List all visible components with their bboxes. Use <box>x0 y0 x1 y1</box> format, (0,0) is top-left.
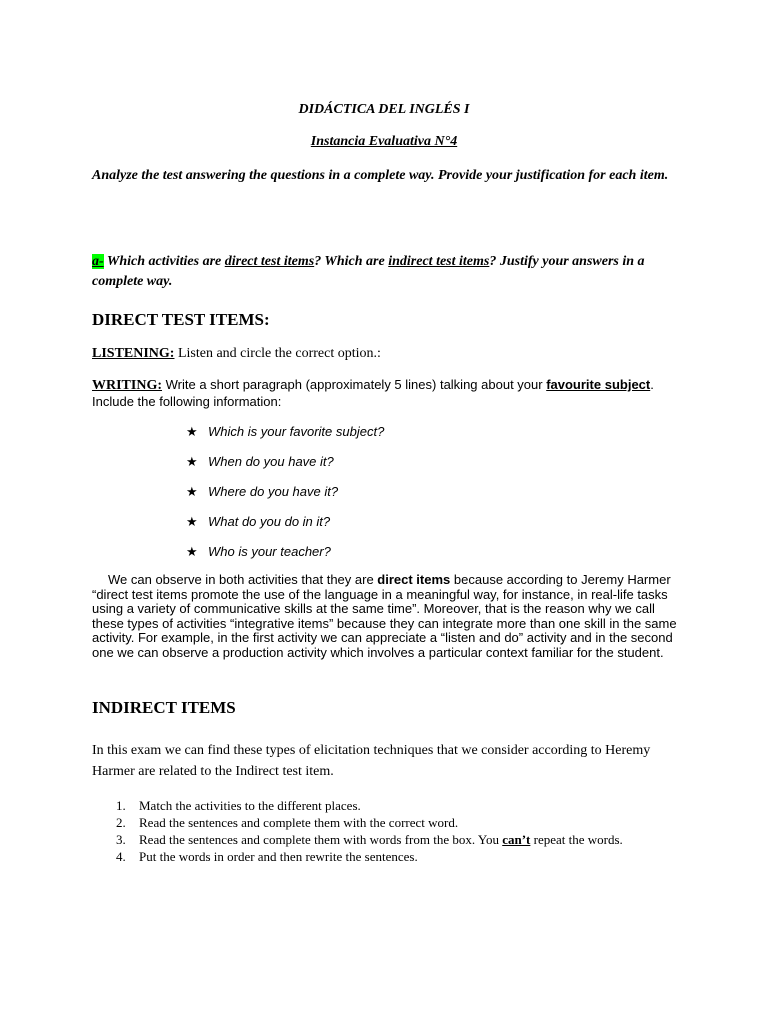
direct-items-paragraph <box>92 573 688 661</box>
bullet-text: What do you do in it? <box>208 514 331 529</box>
list-number: 1. <box>116 798 126 813</box>
list-text: Read the sentences and complete them with the correct word. <box>139 815 459 830</box>
question-direct-term: direct test items <box>224 254 315 269</box>
listening-text: Listen and circle the correct option.: <box>174 346 381 361</box>
bullet-item <box>186 424 384 440</box>
writing-activity <box>92 377 682 410</box>
list-bold-term: can’t <box>502 832 531 847</box>
document-title: DIDÁCTICA DEL INGLÉS I <box>298 102 470 117</box>
document-subtitle: Instancia Evaluativa N°4 <box>310 134 458 149</box>
instruction-text: Analyze the test answering the questions in a complete way. Provide your justification for each item. <box>92 168 669 183</box>
bullet-item <box>186 454 334 470</box>
list-number: 2. <box>116 815 126 830</box>
star-icon: ★ <box>186 484 198 499</box>
question-indirect-term: indirect test items <box>388 254 490 269</box>
writing-bold-term: favourite subject <box>546 377 651 392</box>
list-item <box>92 848 692 865</box>
paragraph-part-2: because according to Jeremy Harmer “direct test items promote the use of the language in a meaningful way, for instance, in real-life tasks using a variety of communicative skills at the same time”. Moreover, that is the reason why we call these types of activities “integrative items” because they can integrate more than one skill in the same activity. For example, in the first activity we can appreciate a “listen and do” activity and in the second one we can observe a production activity which involves a particular context familiar for the student. <box>92 572 677 660</box>
question-part-3: ? Justify your answers in a complete way. <box>92 254 645 289</box>
bullet-text: Where do you have it? <box>208 484 339 499</box>
indirect-items-heading: INDIRECT ITEMS <box>92 698 236 717</box>
indirect-items-list <box>92 797 692 865</box>
bullet-item <box>186 514 330 530</box>
list-text: Read the sentences and complete them with words from the box. You <box>139 832 503 847</box>
list-text: Put the words in order and then rewrite the sentences. <box>139 849 418 864</box>
list-text: repeat the words. <box>530 832 623 847</box>
list-number: 4. <box>116 849 126 864</box>
listening-activity <box>92 346 381 362</box>
bullet-text: When do you have it? <box>208 454 334 469</box>
list-number: 3. <box>116 832 126 847</box>
question-a <box>92 252 652 292</box>
question-part-2: ? Which are <box>314 254 389 269</box>
bullet-item <box>186 484 338 500</box>
list-item <box>92 831 692 848</box>
bullet-text: Which is your favorite subject? <box>208 424 385 439</box>
star-icon: ★ <box>186 424 198 439</box>
question-part-1: Which activities are <box>103 254 225 269</box>
star-icon: ★ <box>186 454 198 469</box>
writing-text-2: . Include the following information: <box>92 377 654 409</box>
list-item <box>92 814 692 831</box>
indirect-items-intro: In this exam we can find these types of elicitation techniques that we consider according to Heremy Harmer are related to the Indirect test item. <box>92 743 651 779</box>
direct-items-heading: DIRECT TEST ITEMS: <box>92 310 270 329</box>
question-marker: a- <box>92 254 104 269</box>
star-icon: ★ <box>186 514 198 529</box>
star-icon: ★ <box>186 544 198 559</box>
list-text: Match the activities to the different places. <box>139 798 361 813</box>
writing-label: WRITING: <box>92 378 163 393</box>
bullet-text: Who is your teacher? <box>208 544 331 559</box>
listening-label: LISTENING: <box>92 346 175 361</box>
writing-text-1: Write a short paragraph (approximately 5 lines) talking about your <box>162 377 547 392</box>
list-item <box>92 797 692 814</box>
paragraph-bold-term: direct items <box>377 572 451 587</box>
bullet-item <box>186 544 331 560</box>
paragraph-part-1: We can observe in both activities that they are <box>108 572 378 587</box>
